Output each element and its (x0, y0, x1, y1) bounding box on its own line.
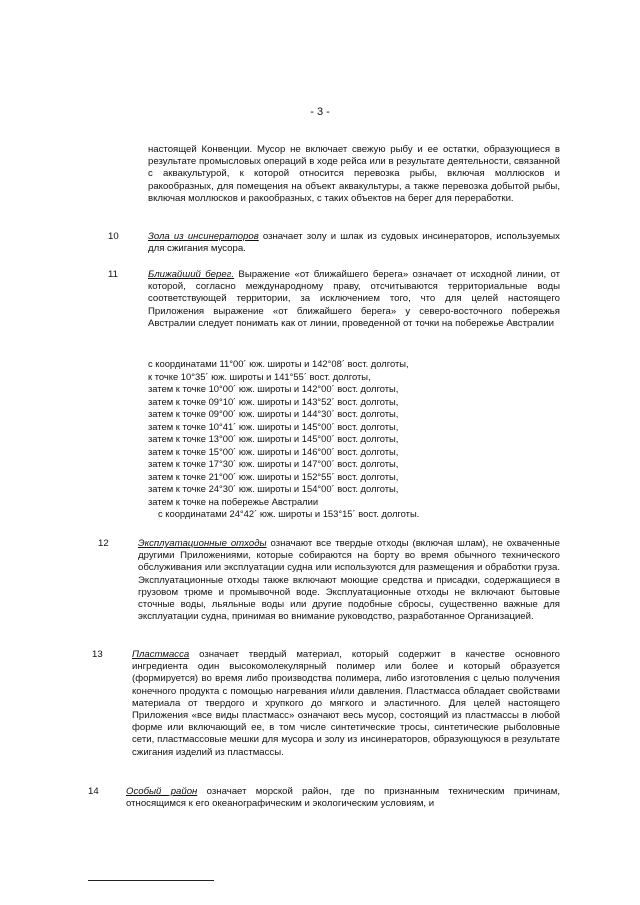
coordinate-line: затем к точке 13°00´ юж. широты и 145°00´ вост. долготы, (148, 433, 399, 444)
coordinate-line: затем к точке на побережье Австралии (148, 495, 319, 507)
coordinate-line: затем к точке 24°30´ юж. широты и 154°00´ вост. долготы, (148, 483, 399, 494)
paragraph-number: 14 (88, 786, 99, 797)
paragraph-number: 13 (92, 649, 103, 660)
defined-term: Особый район (126, 786, 198, 797)
defined-term: Зола из инсинераторов (148, 231, 259, 242)
footnote-separator (88, 880, 214, 881)
definition-text: означает морской район, где по признанным техническим причинам, относящимся к его океанографическим и экологическим условиям, и (126, 786, 560, 810)
definition-text: означает твердый материал, который содержит в качестве основного ингредиента один высокомолекулярный полимер или более и который образуется (формируется) во время либо производства полимера, либо изготовления с целью получения конечного продукта с помощью нагревания и/или давления. Пластмасса обладает свойствами материала от твердого и хрупкого до мягкого и эластичного. Для целей настоящего Приложения «все виды пластмасс» означают весь мусор, состоящий из пластмассы в любой форме или включающий ее, в том числе синтетические тросы, синтетические рыболовные сети, пластмассовые мешки для мусора и золу из инсинераторов, образующуюся в результате сжигания изделий из пластмассы. (132, 649, 560, 758)
page-number: - 3 - (310, 106, 330, 118)
defined-term: Эксплуатационные отходы (138, 538, 267, 549)
coordinate-line: затем к точке 15°00´ юж. широты и 146°00´ вост. долготы, (148, 445, 399, 457)
paragraph-body (126, 786, 560, 810)
paragraph-body (138, 538, 560, 623)
coordinate-list (148, 358, 419, 521)
defined-term: Ближайший берег. (148, 269, 235, 280)
coordinate-line: затем к точке 10°41´ юж. широты и 145°00´ вост. долготы, (148, 420, 399, 432)
coordinate-line: затем к точке 10°00´ юж. широты и 142°00´ вост. долготы, (148, 383, 399, 394)
coordinate-line: затем к точке 21°00´ юж. широты и 152°55´ вост. долготы, (148, 470, 399, 482)
paragraph-number: 12 (98, 538, 109, 549)
coordinate-line: с координатами 11°00´ юж. широты и 142°08´ вост. долготы, (148, 358, 409, 369)
coordinate-line: затем к точке 17°30´ юж. широты и 147°00´ вост. долготы, (148, 458, 399, 469)
coordinate-line: к точке 10°35´ юж. широты и 141°55´ вост. долготы, (148, 370, 371, 382)
defined-term: Пластмасса (132, 649, 190, 660)
paragraph-number: 10 (108, 231, 119, 242)
coordinate-line: затем к точке 09°10´ юж. широты и 143°52´ вост. долготы, (148, 395, 399, 407)
coordinate-line: затем к точке 09°00´ юж. широты и 144°30´ вост. долготы, (148, 408, 399, 419)
coordinate-line-final: с координатами 24°42´ юж. широты и 153°15´ вост. долготы. (158, 508, 420, 519)
continuation-text: настоящей Конвенции. Мусор не включает свежую рыбу и ее остатки, образующиеся в результате промысловых операций в ходе рейса или в результате деятельности, связанной с аквакультурой, к которой относится перевозка рыбы, включая моллюсков и ракообразных, для помещения на объект аквакультуры, а также перевозка добытой рыбы, включая моллюсков и ракообразных, с таких объектов на берег для переработки. (148, 144, 560, 204)
definition-text: означает золу и шлак из судовых инсинераторов, используемых для сжигания мусора. (148, 231, 560, 255)
definition-text: Выражение «от ближайшего берега» означает от исходной линии, от которой, согласно международному праву, отсчитываются территориальные воды соответствующей территории, за исключением того, что для целей настоящего Приложения выражение «от ближайшего берега» у северо-восточного побережья Австралии следует понимать как от линии, проведенной от точки на побережье Австралии (148, 269, 560, 329)
paragraph-body (132, 649, 560, 759)
paragraph-number: 11 (108, 269, 118, 280)
paragraph-body (148, 269, 560, 330)
paragraph-body (148, 231, 560, 255)
definition-text: означают все твердые отходы (включая шлам), не охваченные другими Приложениями, которые собираются на борту во время обычного технического обслуживания или эксплуатации судна или используются для размещения и обработки груза. Эксплуатационные отходы также включают моющие средства и присадки, содержащиеся в грузовом трюме и промывочной воде. Эксплуатационные отходы не включают бытовые сточные воды, льяльные воды или другие подобные сбросы, существенно важные для эксплуатации судна, принимая во внимание руководство, разработанное Организацией. (138, 538, 560, 623)
